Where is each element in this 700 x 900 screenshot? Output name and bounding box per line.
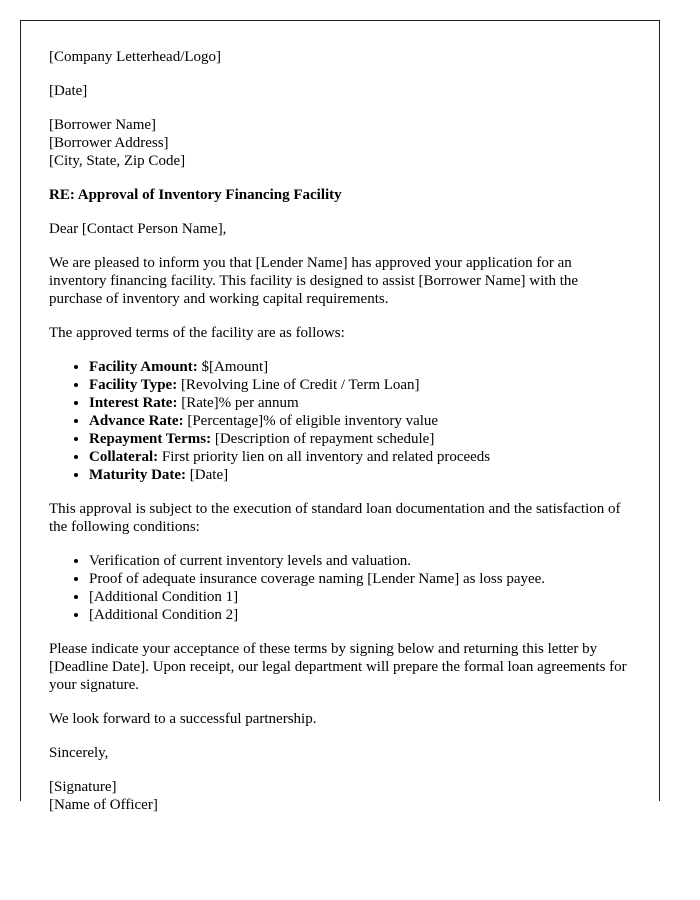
acceptance-paragraph: Please indicate your acceptance of these terms by signing below and returning this letter by [Deadline Date]. Upon receipt, our legal department will prepare the formal loan agreements for your signature. <box>49 641 627 693</box>
letter-date: [Date] <box>49 83 88 99</box>
term-label: Facility Amount: <box>89 359 198 375</box>
signature-block <box>49 778 629 814</box>
terms-intro: The approved terms of the facility are as follows: <box>49 325 345 341</box>
term-value: First priority lien on all inventory and related proceeds <box>158 449 491 465</box>
condition-item: • [Additional Condition 2] <box>89 606 629 624</box>
salutation: Dear [Contact Person Name], <box>49 221 227 237</box>
term-label: Collateral: <box>89 449 159 465</box>
term-value: [Date] <box>186 467 229 483</box>
term-label: Interest Rate: <box>89 395 178 411</box>
signer-name: [Name of Officer] <box>49 797 158 813</box>
term-item <box>89 376 629 394</box>
condition-item: • Verification of current inventory levels and valuation. <box>89 552 629 570</box>
term-item <box>89 448 629 466</box>
terms-list <box>49 358 629 484</box>
conditions-intro: This approval is subject to the execution of standard loan documentation and the satisfaction of the following conditions: <box>49 501 621 535</box>
letterhead: [Company Letterhead/Logo] <box>49 49 222 65</box>
intro-paragraph: We are pleased to inform you that [Lender Name] has approved your application for an inventory financing facility. This facility is designed to assist [Borrower Name] with the purchase of inventory and working capital requirements. <box>49 255 579 307</box>
signature: [Signature] <box>49 779 117 795</box>
recipient-block <box>49 116 629 170</box>
term-value: $[Amount] <box>197 359 269 375</box>
term-value: [Percentage]% of eligible inventory value <box>183 413 439 429</box>
term-value: [Rate]% per annum <box>177 395 299 411</box>
term-item <box>89 466 629 484</box>
term-item <box>89 394 629 412</box>
term-value: [Description of repayment schedule] <box>211 431 435 447</box>
term-item <box>89 430 629 448</box>
conditions-list <box>49 552 629 624</box>
closing-paragraph: We look forward to a successful partnership. <box>49 711 317 727</box>
recipient-city: [City, State, Zip Code] <box>49 153 186 169</box>
term-value: [Revolving Line of Credit / Term Loan] <box>177 377 420 393</box>
subject-line: RE: Approval of Inventory Financing Facility <box>49 187 342 203</box>
signoff: Sincerely, <box>49 745 109 761</box>
term-item <box>89 358 629 376</box>
letter-body <box>49 48 629 830</box>
term-item <box>89 412 629 430</box>
recipient-address: [Borrower Address] <box>49 135 169 151</box>
condition-item: • [Additional Condition 1] <box>89 588 629 606</box>
term-label: Facility Type: <box>89 377 178 393</box>
term-label: Maturity Date: <box>89 467 187 483</box>
recipient-name: [Borrower Name] <box>49 117 157 133</box>
term-label: Advance Rate: <box>89 413 184 429</box>
term-label: Repayment Terms: <box>89 431 212 447</box>
condition-item: • Proof of adequate insurance coverage naming [Lender Name] as loss payee. <box>89 570 629 588</box>
letter-page <box>20 20 660 813</box>
